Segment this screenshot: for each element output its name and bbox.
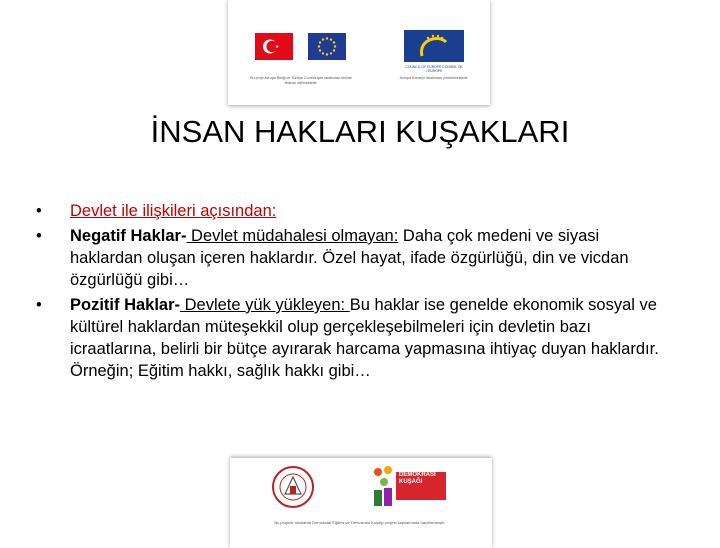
intro-text: Devlet ile ilişkileri açısından: bbox=[70, 202, 277, 220]
eu-funding-caption: Bu proje Avrupa Birliği ve Türkiye Cumhuriyeti tarafından birlikte finanse edilmektedir. bbox=[250, 76, 352, 85]
dk-line2: KUŞAĞI bbox=[399, 479, 423, 485]
top-logo-banner bbox=[228, 0, 490, 105]
negative-rights-text: Daha çok medeni ve siyasi haklardan oluşan içeren haklardır. Özel hayat, ifade özgürlüğü, din ve vicdan özgürlüğü gibi… bbox=[70, 227, 629, 289]
bullet-marker: • bbox=[36, 296, 42, 314]
eu-flag-icon bbox=[308, 33, 346, 60]
bullet-marker: • bbox=[36, 202, 42, 220]
bullet-marker: • bbox=[36, 227, 42, 245]
turkey-flag-icon bbox=[255, 33, 293, 60]
positive-rights-text: Bu haklar ise genelde ekonomik sosyal ve kültürel haklardan müteşekkil olup gerçekleşebilmeleri için devletin bazı icraatlarına, belirli bir bütçe ayırarak harcama yapmasına ihtiyaç duyan haklardır. Örneğin; Eğitim hakkı, sağlık hakkı gibi… bbox=[70, 296, 659, 380]
bottom-logo-banner bbox=[230, 458, 492, 548]
ministry-of-education-logo bbox=[272, 466, 314, 508]
bullet-intro bbox=[36, 200, 676, 222]
bullet-list bbox=[36, 200, 676, 385]
council-of-europe-label: COUNCIL OF EUROPE CONSEIL DE L'EUROPE bbox=[405, 65, 463, 73]
positive-rights-lead: Pozitif Haklar- bbox=[70, 296, 181, 314]
bullet-negative-rights bbox=[36, 225, 676, 291]
bullet-positive-rights bbox=[36, 294, 676, 382]
positive-rights-underlined: Devlete yük yükleyen: bbox=[180, 296, 350, 314]
dk-line1: DEMOKRASİ bbox=[399, 472, 436, 478]
negative-rights-lead: Negatif Haklar- bbox=[70, 227, 187, 245]
democracy-belt-wordmark bbox=[396, 472, 446, 500]
coe-caption: Avrupa Konseyi tarafından yürütülmektedir. bbox=[399, 76, 469, 80]
bottom-caption: Bu projede okullarda Demokrasi Eğitimi ve Demokrasi Kuşağı projesi kapsamında hazırlanmıştır. bbox=[274, 520, 446, 525]
negative-rights-underlined: Devlet müdahalesi olmayan: bbox=[186, 227, 399, 245]
council-of-europe-logo bbox=[404, 30, 464, 62]
page-title: İNSAN HAKLARI KUŞAKLARI bbox=[150, 114, 570, 149]
